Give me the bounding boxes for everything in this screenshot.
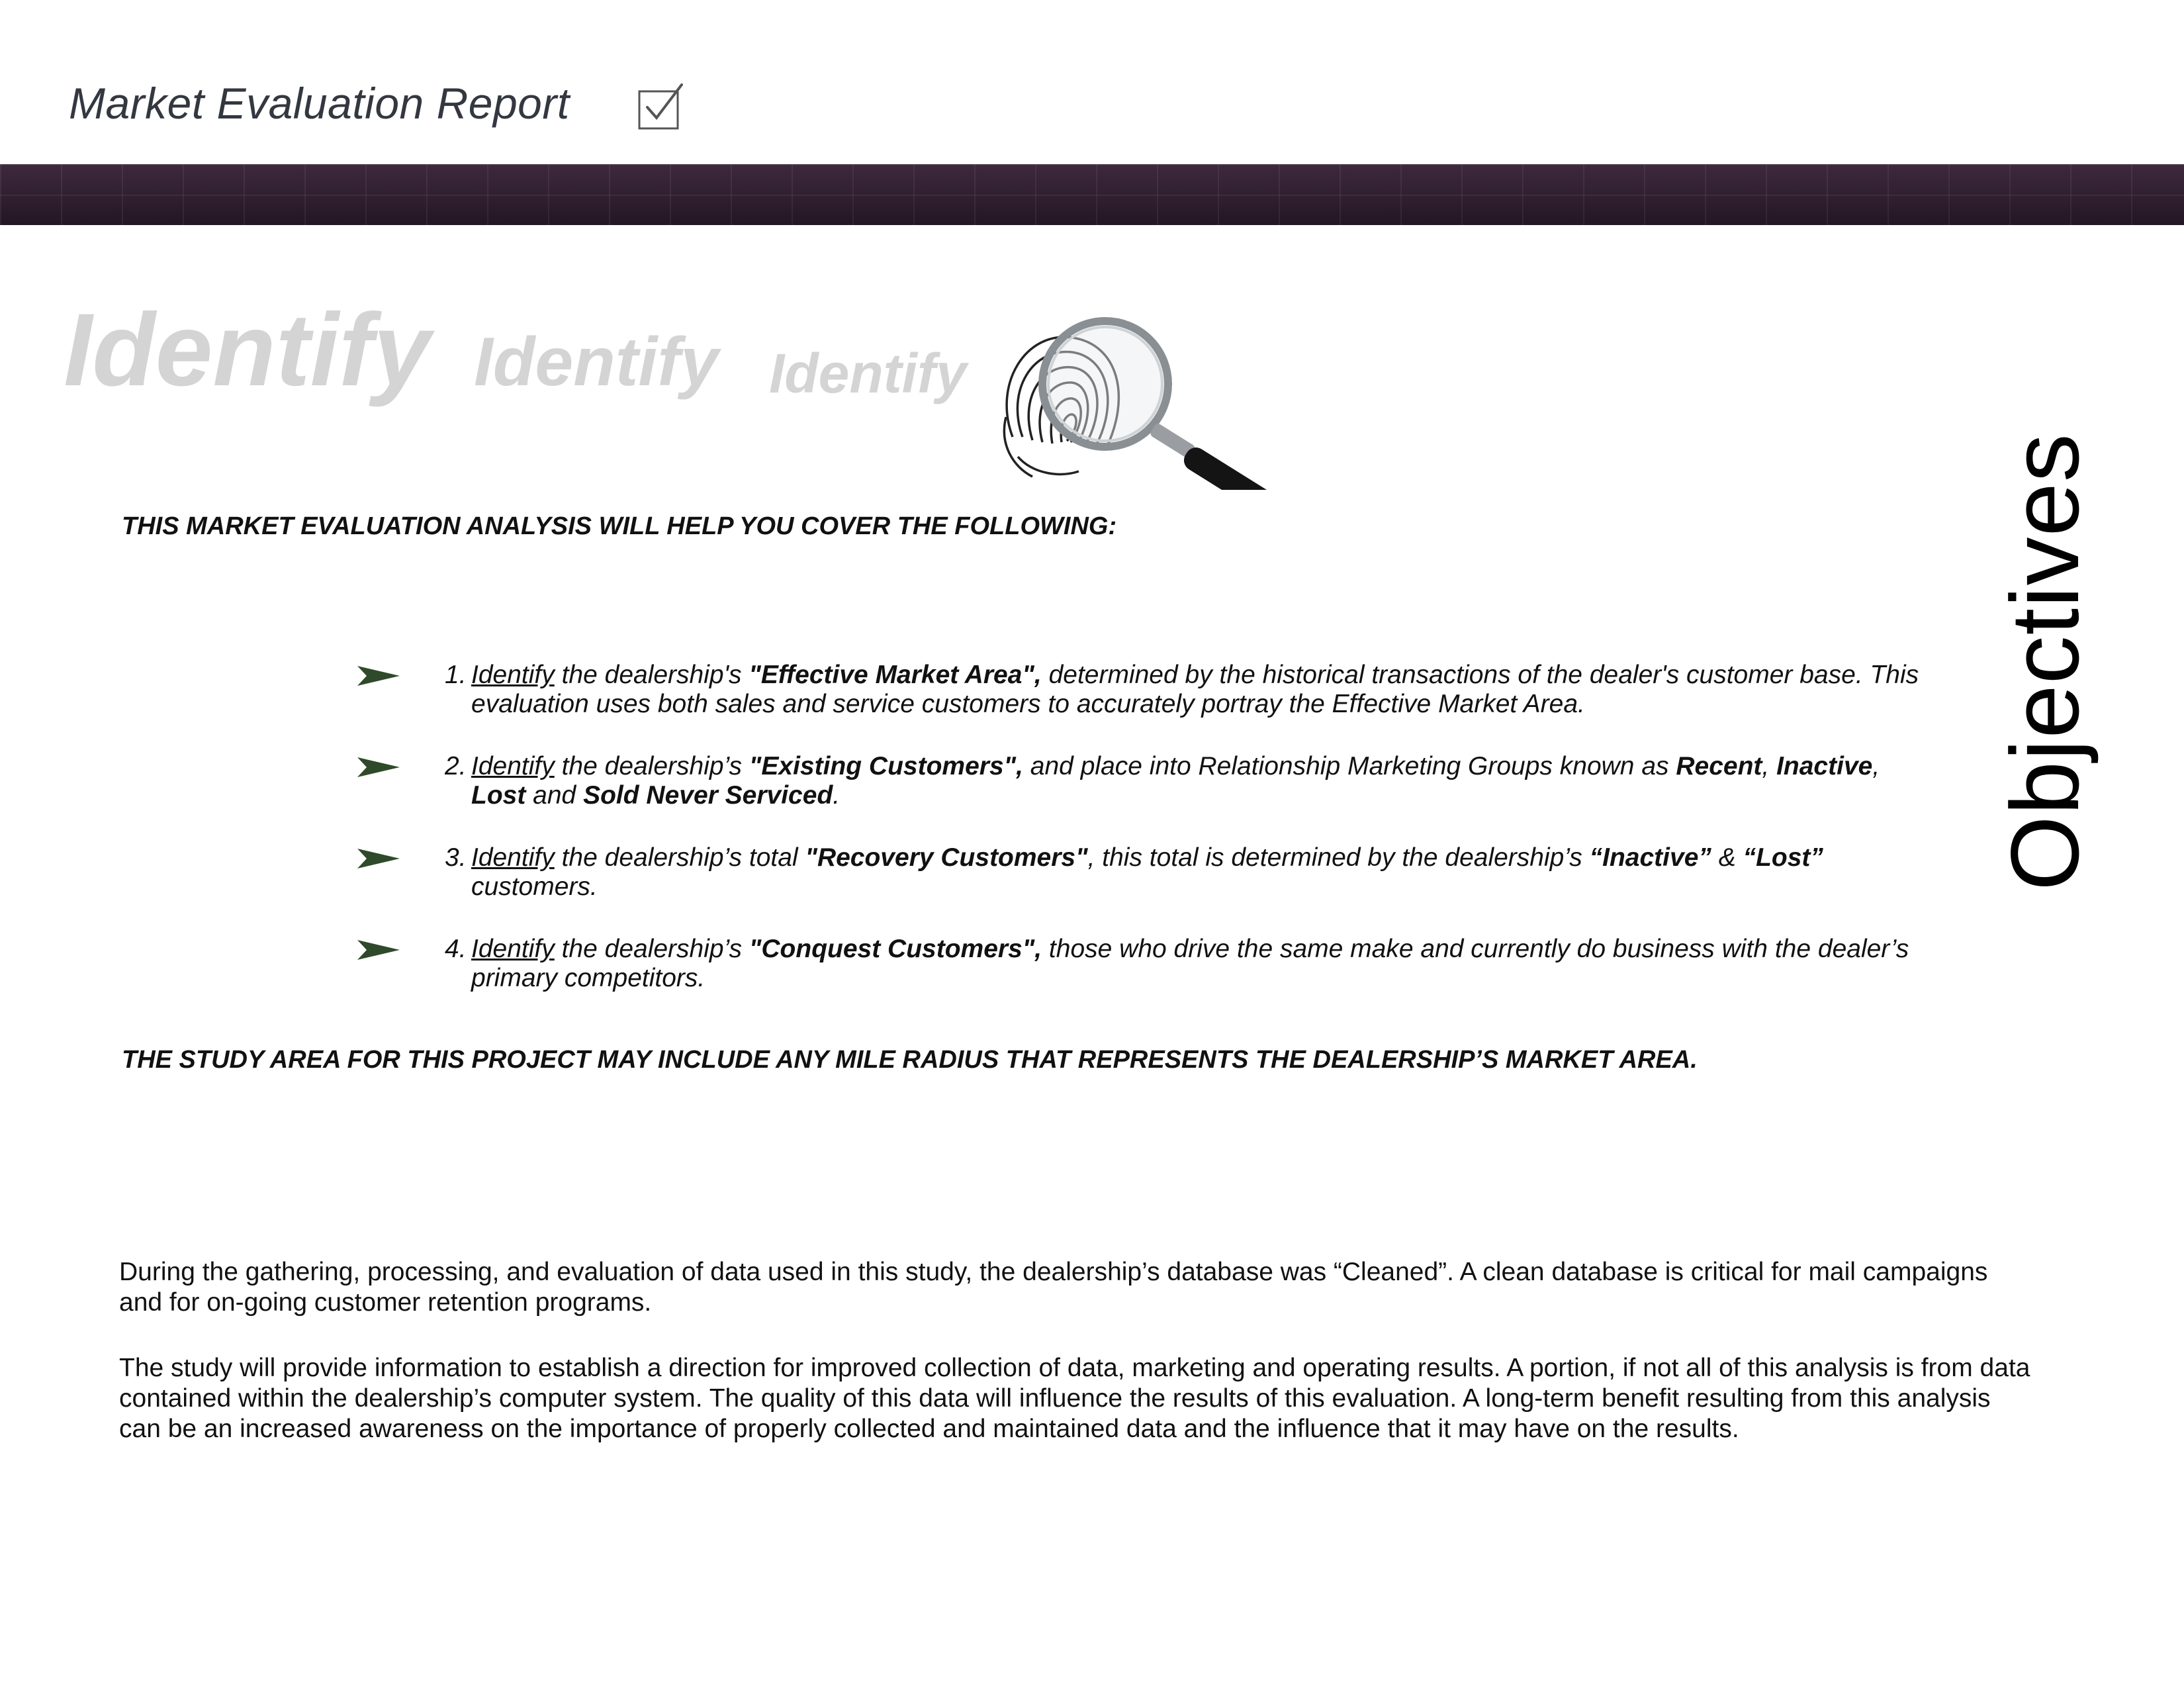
group-term-sold-never-serviced: Sold Never Serviced — [583, 781, 833, 810]
objective-number: 4. — [445, 935, 467, 963]
objective-text: determined by the historical transactions of the dealer's customer base. This evaluation uses both sales and service customers to accurately portray the Effective Market Area. — [471, 661, 1919, 718]
objective-item-1 — [357, 661, 1933, 719]
study-area-heading: THE STUDY AREA FOR THIS PROJECT MAY INCLUDE ANY MILE RADIUS THAT REPRESENTS THE DEALERSHIP’S MARKET AREA. — [122, 1046, 1698, 1074]
objective-text: the dealership’s — [554, 935, 749, 963]
objective-text: and place into Relationship Marketing Groups known as — [1023, 752, 1676, 780]
objective-key-term: "Existing Customers", — [749, 752, 1023, 780]
magnifying-glass-fingerprint-icon — [986, 305, 1297, 490]
objective-number: 3. — [445, 843, 467, 872]
objectives-list — [357, 661, 1933, 1026]
header-banner — [0, 164, 2184, 225]
group-term-inactive: “Inactive” — [1589, 843, 1711, 872]
group-term-recent: Recent — [1676, 752, 1762, 780]
group-term-lost: Lost — [471, 781, 526, 810]
objective-text: the dealership’s total — [554, 843, 805, 872]
objective-number: 1. — [445, 661, 467, 689]
objective-key-term: "Recovery Customers" — [805, 843, 1088, 872]
paragraph-study-direction: The study will provide information to establish a direction for improved collection of data, marketing and operating results. A portion, if not all of this analysis is from data contained within the dealership’s computer system. The quality of this data will influence the results of this evaluation. A long-term benefit resulting from this analysis can be an increased awareness on the importance of properly collected and maintained data and the influence that it may have on the results. — [119, 1354, 2030, 1443]
identify-word-large: Identify — [64, 293, 431, 408]
objective-item-3 — [357, 843, 1933, 902]
arrow-bullet-icon — [357, 847, 400, 870]
arrow-bullet-icon — [357, 665, 400, 687]
objective-text: . — [833, 781, 841, 810]
objective-verb: Identify — [471, 752, 555, 780]
group-term-inactive: Inactive — [1776, 752, 1873, 780]
objective-text: , this total is determined by the dealership’s — [1087, 843, 1590, 872]
objective-text: the dealership’s — [554, 752, 749, 780]
objective-text: & — [1711, 843, 1743, 872]
objective-text: the dealership's — [554, 661, 749, 689]
objective-key-term: "Conquest Customers", — [749, 935, 1042, 963]
objective-text: customers. — [471, 872, 598, 901]
report-title: Market Evaluation Report — [69, 79, 570, 128]
side-title-objectives: Objectives — [1991, 433, 2099, 891]
identify-word-medium: Identify — [474, 324, 719, 400]
objective-text: those who drive the same make and currently do business with the dealer’s primary competitors. — [471, 935, 1909, 992]
intro-heading: THIS MARKET EVALUATION ANALYSIS WILL HELP YOU COVER THE FOLLOWING: — [122, 512, 1117, 540]
objective-number: 2. — [445, 752, 467, 780]
arrow-bullet-icon — [357, 939, 400, 961]
arrow-bullet-icon — [357, 756, 400, 778]
objective-item-4 — [357, 935, 1933, 993]
objective-text: , — [1762, 752, 1777, 780]
checkbox-check-icon — [635, 82, 687, 134]
group-term-lost: “Lost” — [1743, 843, 1823, 872]
objective-text: and — [525, 781, 584, 810]
identify-word-small: Identify — [769, 342, 967, 404]
objective-text: , — [1872, 752, 1880, 780]
objective-verb: Identify — [471, 935, 555, 963]
objective-item-2 — [357, 752, 1933, 810]
objective-key-term: "Effective Market Area", — [749, 661, 1042, 689]
objective-verb: Identify — [471, 661, 555, 689]
objective-verb: Identify — [471, 843, 555, 872]
paragraph-database-cleaned: During the gathering, processing, and evaluation of data used in this study, the dealership’s database was “Cleaned”. A clean database is critical for mail campaigns and for on-going customer retention programs. — [119, 1258, 1988, 1317]
